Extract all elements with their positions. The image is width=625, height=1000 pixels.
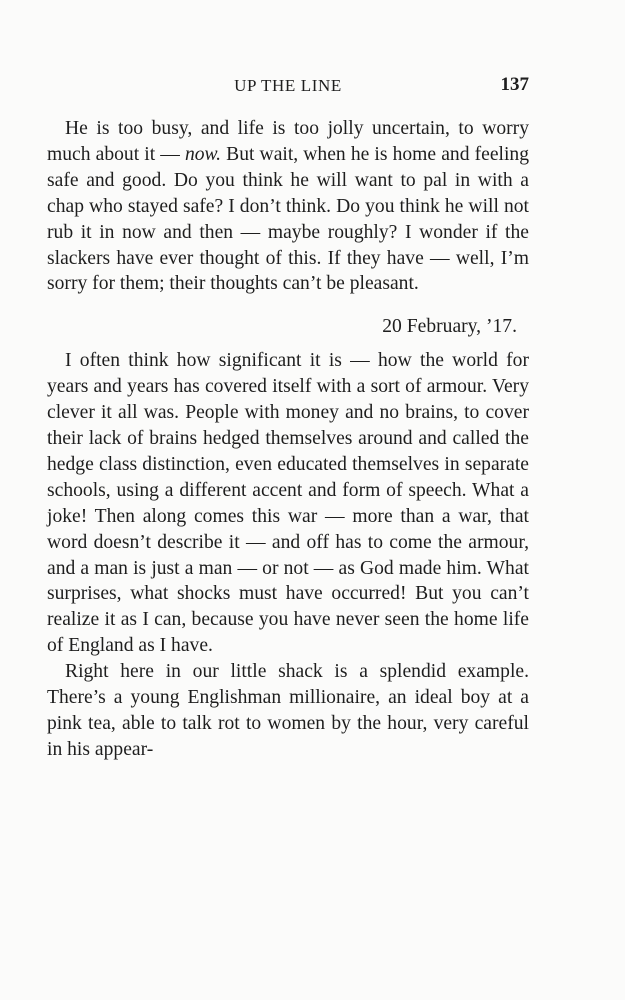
paragraph-3: Right here in our little shack is a splendid example. There’s a young Englishman millionaire, an ideal boy at a pink tea, able to talk rot to women by the hour, very careful in his appear- <box>47 661 529 760</box>
running-title: UP THE LINE <box>234 76 342 95</box>
paragraph-1-emphasis: now. <box>184 143 222 165</box>
body-text <box>47 116 529 763</box>
book-page <box>47 70 529 763</box>
paragraph-1-start: He is too busy, and life is too jolly uncertain, to worry much about it — <box>47 118 529 165</box>
paragraph-2: I often think how significant it is — how the world for years and years has covered itself with a sort of armour. Very clever it all was. People with money and no brains, to cover their lack of brains hedged themselves around and called the hedge class distinction, even educated themselves in separate schools, using a different accent and form of speech. What a joke! Then along comes this war — more than a war, that word doesn’t describe it — and off has to come the armour, and a man is just a man — or not — as God made him. What surprises, what shocks must have occurred! But you can’t realize it as I can, because you have never seen the home life of England as I have. <box>47 350 529 657</box>
running-head <box>47 70 529 100</box>
paragraph-1 <box>47 116 529 297</box>
dateline: 20 February, ’17. <box>382 316 517 338</box>
paragraph-1-end: But wait, when he is home and feeling safe and good. Do you think he will want to pal in with a chap who stayed safe? I don’t think. Do you think he will not rub it in now and then — maybe roughly? I wonder if the slackers have ever thought of this. If they have — well, I’m sorry for them; their thoughts can’t be pleasant. <box>47 143 529 295</box>
page-number: 137 <box>500 74 529 95</box>
